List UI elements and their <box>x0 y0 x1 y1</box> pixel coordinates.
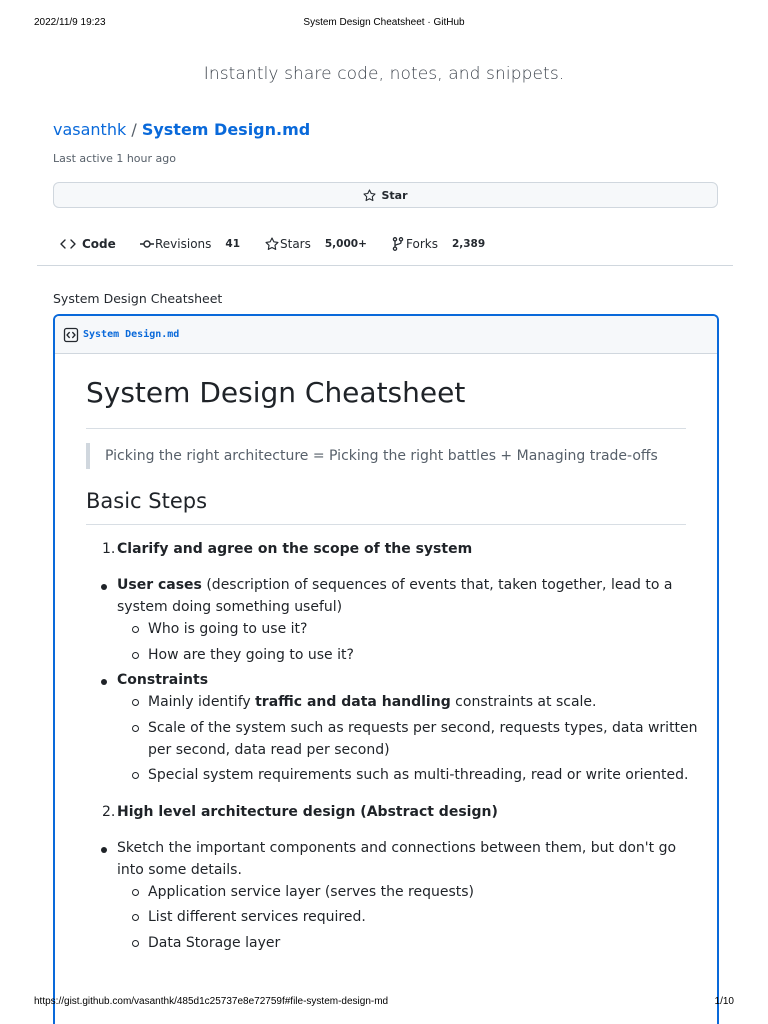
star-button[interactable] <box>53 182 718 208</box>
tab-stars[interactable] <box>265 232 367 256</box>
markdown-heading: System Design Cheatsheet <box>86 376 686 429</box>
sketch-app-layer: Application service layer (serves the requests) <box>148 884 475 900</box>
step1-number: 1. <box>102 541 116 557</box>
star-outline-icon <box>265 237 279 251</box>
sketch-storage: Data Storage layer <box>148 935 281 951</box>
code-icon <box>60 238 76 250</box>
forks-count: 2,389 <box>451 238 486 250</box>
ring-storage <box>132 940 139 947</box>
constraints-identify-pre: Mainly identify <box>148 694 256 710</box>
star-icon <box>363 189 376 202</box>
fork-icon <box>392 237 404 251</box>
commit-icon <box>140 239 154 249</box>
file-container <box>53 314 719 1024</box>
file-code-icon <box>63 327 79 343</box>
print-header <box>0 17 768 31</box>
step1-bold: Clarify and agree on the scope of the system <box>117 541 473 557</box>
constraints-bold: Constraints <box>117 672 209 688</box>
bullet-sketch <box>101 847 107 853</box>
blockquote: Picking the right architecture = Picking the right battles + Managing trade-offs <box>86 443 686 469</box>
constraints-identify-post: constraints at scale. <box>450 694 597 710</box>
gist-title-link[interactable]: System Design.md <box>141 120 311 139</box>
constraints-scale-l2: per second, data read per second) <box>148 742 390 758</box>
print-url: https://gist.github.com/vasanthk/485d1c25737e8e72759f#file-system-design-md <box>34 996 389 1007</box>
tab-revisions[interactable] <box>140 232 240 256</box>
ring-services <box>132 914 139 921</box>
section-heading-basic-steps: Basic Steps <box>86 489 686 525</box>
star-label: Star <box>381 188 408 202</box>
constraints-scale-l1: Scale of the system such as requests per second, requests types, data written <box>148 720 698 736</box>
use-case-who: Who is going to use it? <box>148 621 308 637</box>
tab-stars-label: Stars <box>280 237 311 251</box>
ring-special <box>132 772 139 779</box>
step1-text <box>117 541 472 557</box>
print-footer <box>0 996 768 1010</box>
tab-forks-label: Forks <box>406 237 438 251</box>
step2-text <box>117 804 498 820</box>
markdown-body <box>86 376 686 525</box>
use-cases-line <box>117 577 672 593</box>
sketch-services: List different services required. <box>148 909 366 925</box>
print-page-number: 1/10 <box>714 996 734 1007</box>
breadcrumb <box>53 120 310 139</box>
tab-code-label: Code <box>82 237 116 251</box>
constraints-special: Special system requirements such as multi-threading, read or write oriented. <box>148 767 689 783</box>
tabs-divider <box>37 265 733 266</box>
use-case-how: How are they going to use it? <box>148 647 354 663</box>
step2-bold: High level architecture design (Abstract design) <box>117 804 498 820</box>
step2-number: 2. <box>102 804 116 820</box>
bullet-use-cases <box>101 584 107 590</box>
tagline: Instantly share code, notes, and snippets. <box>203 64 565 84</box>
use-cases-rest: (description of sequences of events that, taken together, lead to a <box>201 577 673 593</box>
file-name-link[interactable]: System Design.md <box>83 329 180 340</box>
stars-count: 5,000+ <box>324 238 367 250</box>
tab-forks[interactable] <box>392 232 485 256</box>
constraints-identify <box>148 694 596 710</box>
sketch-l2: into some details. <box>117 862 242 878</box>
constraints-identify-bold: traffic and data handling <box>255 694 451 710</box>
ring-identify <box>132 699 139 706</box>
revisions-count: 41 <box>225 238 241 250</box>
ring-who <box>132 626 139 633</box>
breadcrumb-separator: / <box>131 120 137 139</box>
use-cases-cont: system doing something useful) <box>117 599 343 615</box>
bullet-constraints <box>101 679 107 685</box>
use-cases-bold: User cases <box>117 577 202 593</box>
ring-how <box>132 652 139 659</box>
file-header <box>55 316 717 354</box>
ring-scale <box>132 725 139 732</box>
tab-revisions-label: Revisions <box>155 237 212 251</box>
tab-code[interactable] <box>60 232 116 256</box>
gist-description: System Design Cheatsheet <box>53 291 223 306</box>
last-active: Last active 1 hour ago <box>53 152 176 165</box>
owner-link[interactable]: vasanthk <box>53 120 127 139</box>
constraints-line <box>117 672 208 688</box>
print-page-title: System Design Cheatsheet · GitHub <box>303 17 465 28</box>
print-datetime: 2022/11/9 19:23 <box>34 17 106 28</box>
sketch-l1: Sketch the important components and connections between them, but don't go <box>117 840 677 856</box>
ring-app-layer <box>132 889 139 896</box>
